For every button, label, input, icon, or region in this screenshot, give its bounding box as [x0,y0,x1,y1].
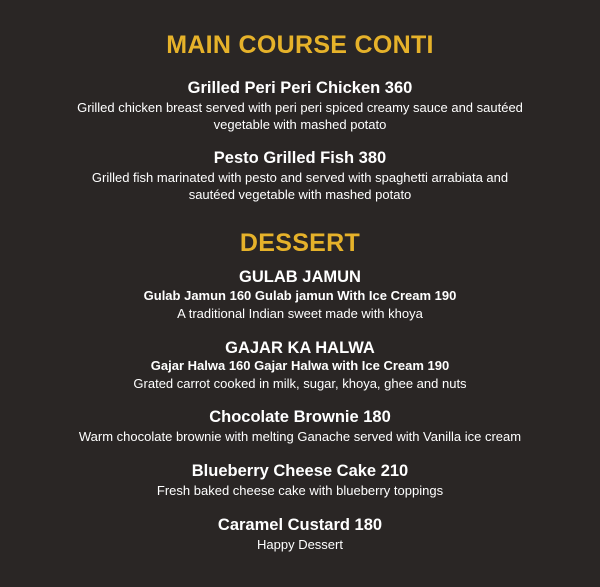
menu-item-name: Pesto Grilled Fish 380 [213,149,387,167]
menu-item-description: Grilled fish marinated with pesto and served with spaghetti arrabiata and sautéed vegetable with mashed potato [91,170,509,202]
menu-item-description: Warm chocolate brownie with melting Ganache served with Vanilla ice cream [78,429,522,444]
menu-item-description: Grilled chicken breast served with peri peri spiced creamy sauce and sautéed vegetable with mashed potato [77,100,523,132]
section-title-main-course: MAIN COURSE CONTI [166,31,434,59]
menu-item-name: GULAB JAMUN [239,268,361,286]
menu-item-name: Blueberry Cheese Cake 210 [191,462,409,480]
menu-item-subname: Gajar Halwa 160 Gajar Halwa with Ice Cream 190 [150,358,450,373]
menu-item-description: Fresh baked cheese cake with blueberry toppings [156,483,444,498]
menu-item-name: Caramel Custard 180 [217,516,383,534]
menu-item-subname: Gulab Jamun 160 Gulab jamun With Ice Cream 190 [143,288,457,303]
menu-item-description: Happy Dessert [257,537,343,552]
menu-item-description: A traditional Indian sweet made with khoya [177,306,423,321]
menu-item-name: Chocolate Brownie 180 [209,408,391,426]
menu-item-description: Grated carrot cooked in milk, sugar, khoya, ghee and nuts [133,376,467,391]
menu-item-name: GAJAR KA HALWA [225,339,375,357]
menu-item-name: Grilled Peri Peri Chicken 360 [187,79,413,97]
section-title-dessert: DESSERT [239,229,361,257]
